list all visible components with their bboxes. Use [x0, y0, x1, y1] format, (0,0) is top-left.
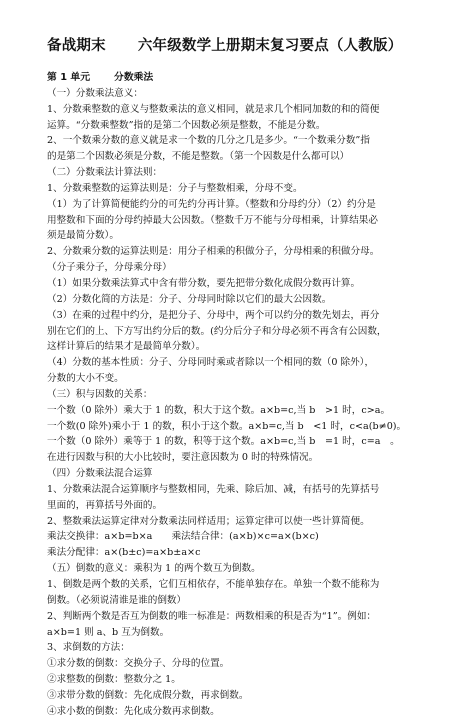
text-line: 1、分数乘整数的运算法则是：分子与整数相乘，分母不变。: [47, 182, 303, 194]
section-heading: （三）积与因数的关系：: [47, 388, 153, 400]
text-line: 运算。“分数乘整数”指的是第二个因数必须是整数，不能是分数。: [47, 119, 326, 131]
text-line: 一个数(0 除外)乘小于 1 的数，积小于这个数。a×b=c,当 b <1 时，c<a(b≠0)。: [47, 420, 407, 432]
text-line: 须是最简分数）。: [47, 230, 119, 242]
section-heading: （四）分数乘法混合运算: [47, 468, 153, 480]
text-line: 在进行因数与积的大小比较时，要注意因数为 0 时的特殊情况。: [47, 452, 319, 464]
text-line: 2、分数乘分数的运算法则是：用分子相乘的积做分子，分母相乘的积做分母。: [47, 246, 380, 258]
document-body: [47, 70, 427, 720]
document-title: [47, 34, 402, 55]
text-line: a×b=1 则 a、b 互为倒数。: [47, 626, 170, 638]
text-line: 别在它们的上、下方写出约分后的数。(约分后分子和分母必须不再含有公因数，: [47, 325, 387, 337]
text-line: ③求带分数的倒数：先化成假分数，再求倒数。: [47, 689, 249, 701]
text-line: （4）分数的基本性质：分子、分母同时乘或者除以一个相同的数（0 除外），: [47, 357, 375, 369]
text-line: 1、倒数是两个数的关系，它们互相依存，不能单独存在。单独一个数不能称为: [47, 579, 380, 590]
text-line: ①求分数的倒数：交换分子、分母的位置。: [47, 658, 230, 670]
text-line: 2、一个数乘分数的意义就是求一个数的几分之几是多少。“一个数乘分数”指: [47, 135, 370, 147]
text-line: 1、分数乘法混合运算顺序与整数相同，先乘、除后加、减，有括号的先算括号: [47, 483, 380, 495]
text-line: 2、判断两个数是否互为倒数的唯一标准是：两数相乘的积是否为“1”。例如：: [47, 610, 377, 622]
text-line: 里面的，再算括号外面的。: [47, 499, 163, 511]
unit-heading: [47, 70, 427, 86]
text-line: 倒数。（必须说清谁是谁的倒数）: [47, 594, 187, 606]
unit-label: 第 1 单元: [47, 72, 91, 83]
title-right: 六年级数学上册期末复习要点（人教版）: [137, 38, 403, 54]
text-line: 这样计算后的结果才是最简单分数）。: [47, 341, 206, 353]
text-line: ②求整数的倒数：整数分之 1。: [47, 674, 181, 686]
text-line: 用整数和下面的分母约掉最大公因数。（整数千万不能与分母相乘，计算结果必: [47, 214, 378, 226]
unit-name: 分数乘法: [114, 72, 154, 83]
text-line: 分数的大小不变。: [47, 373, 124, 385]
section-heading: （五）倒数的意义：乘积为 1 的两个数互为倒数。: [47, 563, 261, 575]
text-line: 2、整数乘法运算定律对分数乘法同样适用；运算定律可以使一些计算简便。: [47, 515, 370, 527]
text-line: 一个数（0 除外）乘大于 1 的数，积大于这个数。a×b=c,当 b >1 时，c>a。: [47, 404, 391, 416]
section-heading: （二）分数乘法计算法则：: [47, 167, 163, 179]
text-line: （2）分数化简的方法是：分子、分母同时除以它们的最大公因数。: [47, 293, 332, 305]
text-line: 乘法分配律：a×(b±c)=a×b±a×c: [47, 547, 201, 559]
text-line: （1）为了计算简便能约分的可先约分再计算。（整数和分母约分）（2）约分是: [47, 198, 376, 210]
text-line: ④求小数的倒数：先化成分数再求倒数。: [47, 705, 220, 717]
title-left: 备战期末: [47, 38, 106, 54]
text-line: 乘法交换律：a×b=b×a 乘法结合律：(a×b)×c=a×(b×c): [47, 531, 319, 543]
text-line: （分子乘分子，分母乘分母）: [47, 262, 172, 274]
text-line: 一个数（0 除外）乘等于 1 的数，积等于这个数。a×b=c,当 b =1 时，c=a 。: [47, 436, 400, 448]
text-line: （3）在乘的过程中约分，是把分子、分母中，两个可以约分的数先划去，再分: [47, 309, 380, 321]
text-line: 3、求倒数的方法：: [47, 642, 130, 654]
section-heading: （一）分数乘法意义：: [47, 87, 143, 99]
text-line: （1）如果分数乘法算式中含有带分数，要先把带分数化成假分数再计算。: [47, 277, 361, 289]
text-line: 1、分数乘整数的意义与整数乘法的意义相同，就是求几个相同加数的和的简便: [47, 103, 380, 115]
text-line: 的是第二个因数必须是分数，不能是整数。（第一个因数是什么都可以）: [47, 151, 350, 163]
